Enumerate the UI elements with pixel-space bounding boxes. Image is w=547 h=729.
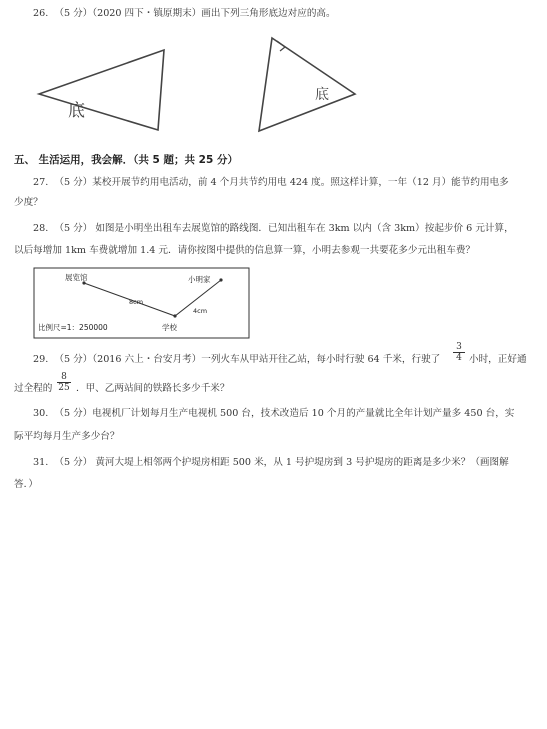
map-label-dist1: 8cm [129, 298, 144, 306]
route-map [0, 0, 547, 345]
fraction-numerator: 3 [456, 342, 462, 352]
q29-fraction-3-4 [453, 342, 465, 363]
home-dot [219, 278, 222, 281]
q29-line2-start: 过全程的 [14, 383, 53, 394]
q31-line2: 答．） [14, 479, 38, 490]
map-label-school: 学校 [162, 323, 177, 332]
q31-line1: 31. （5 分） 黄河大堤上相邻两个护堤房相距 500 米，从 1 号护堤房到 3 号护堤房的距离是多少米？（画图解 [33, 457, 509, 468]
section-5-heading: 五、 生活运用，我会解．（共 5 题；共 25 分） [14, 154, 238, 166]
q29-fraction-8-25 [57, 372, 71, 393]
q29-line1-end: 小时，正好通 [469, 354, 527, 365]
q30-line1: 30. （5 分）电视机厂计划每月生产电视机 500 台，技术改造后 10 个月的产量就比全年计划产量多 450 台，实 [33, 408, 515, 419]
q26-text: 26. （5 分）（2020 四下・镇原期末）画出下列三角形底边对应的高。 [33, 8, 336, 19]
q27-line1: 27. （5 分）某校开展节约用电活动，前 4 个月共节约用电 424 度。照这样计算，一年（12 月）能节约用电多 [33, 177, 509, 188]
q29-line1-start: 29. （5 分）（2016 六上・台安月考）一列火车从甲站开往乙站，每小时行驶 64 千米，行驶了 [33, 354, 441, 365]
map-label-dist2: 4cm [193, 307, 208, 315]
school-dot [173, 314, 176, 317]
fraction-numerator: 8 [61, 372, 67, 382]
q29-line2-end: ．甲、乙两站间的铁路长多少千米？ [76, 383, 230, 394]
q28-line2: 以后每增加 1km 车费就增加 1.4 元．请你按图中提供的信息算一算，小明去参观一共要花多少元出租车费？ [14, 245, 475, 256]
fraction-denominator: 25 [58, 383, 70, 393]
q28-line1: 28. （5 分） 如图是小明坐出租车去展览馆的路线图．已知出租车在 3km 以内（含 3km）按起步价 6 元计算， [33, 223, 514, 234]
triangle-1-base-label: 底 [68, 101, 85, 121]
map-label-museum: 展览馆 [65, 273, 88, 282]
q30-line2: 际平均每月生产多少台？ [14, 431, 120, 442]
map-label-home: 小明家 [188, 275, 211, 284]
triangle-2-base-label: 底 [315, 87, 329, 103]
map-label-scale: 比例尺=1：250000 [38, 323, 108, 332]
fraction-denominator: 4 [453, 352, 465, 363]
q27-line2: 少度？ [14, 197, 43, 208]
